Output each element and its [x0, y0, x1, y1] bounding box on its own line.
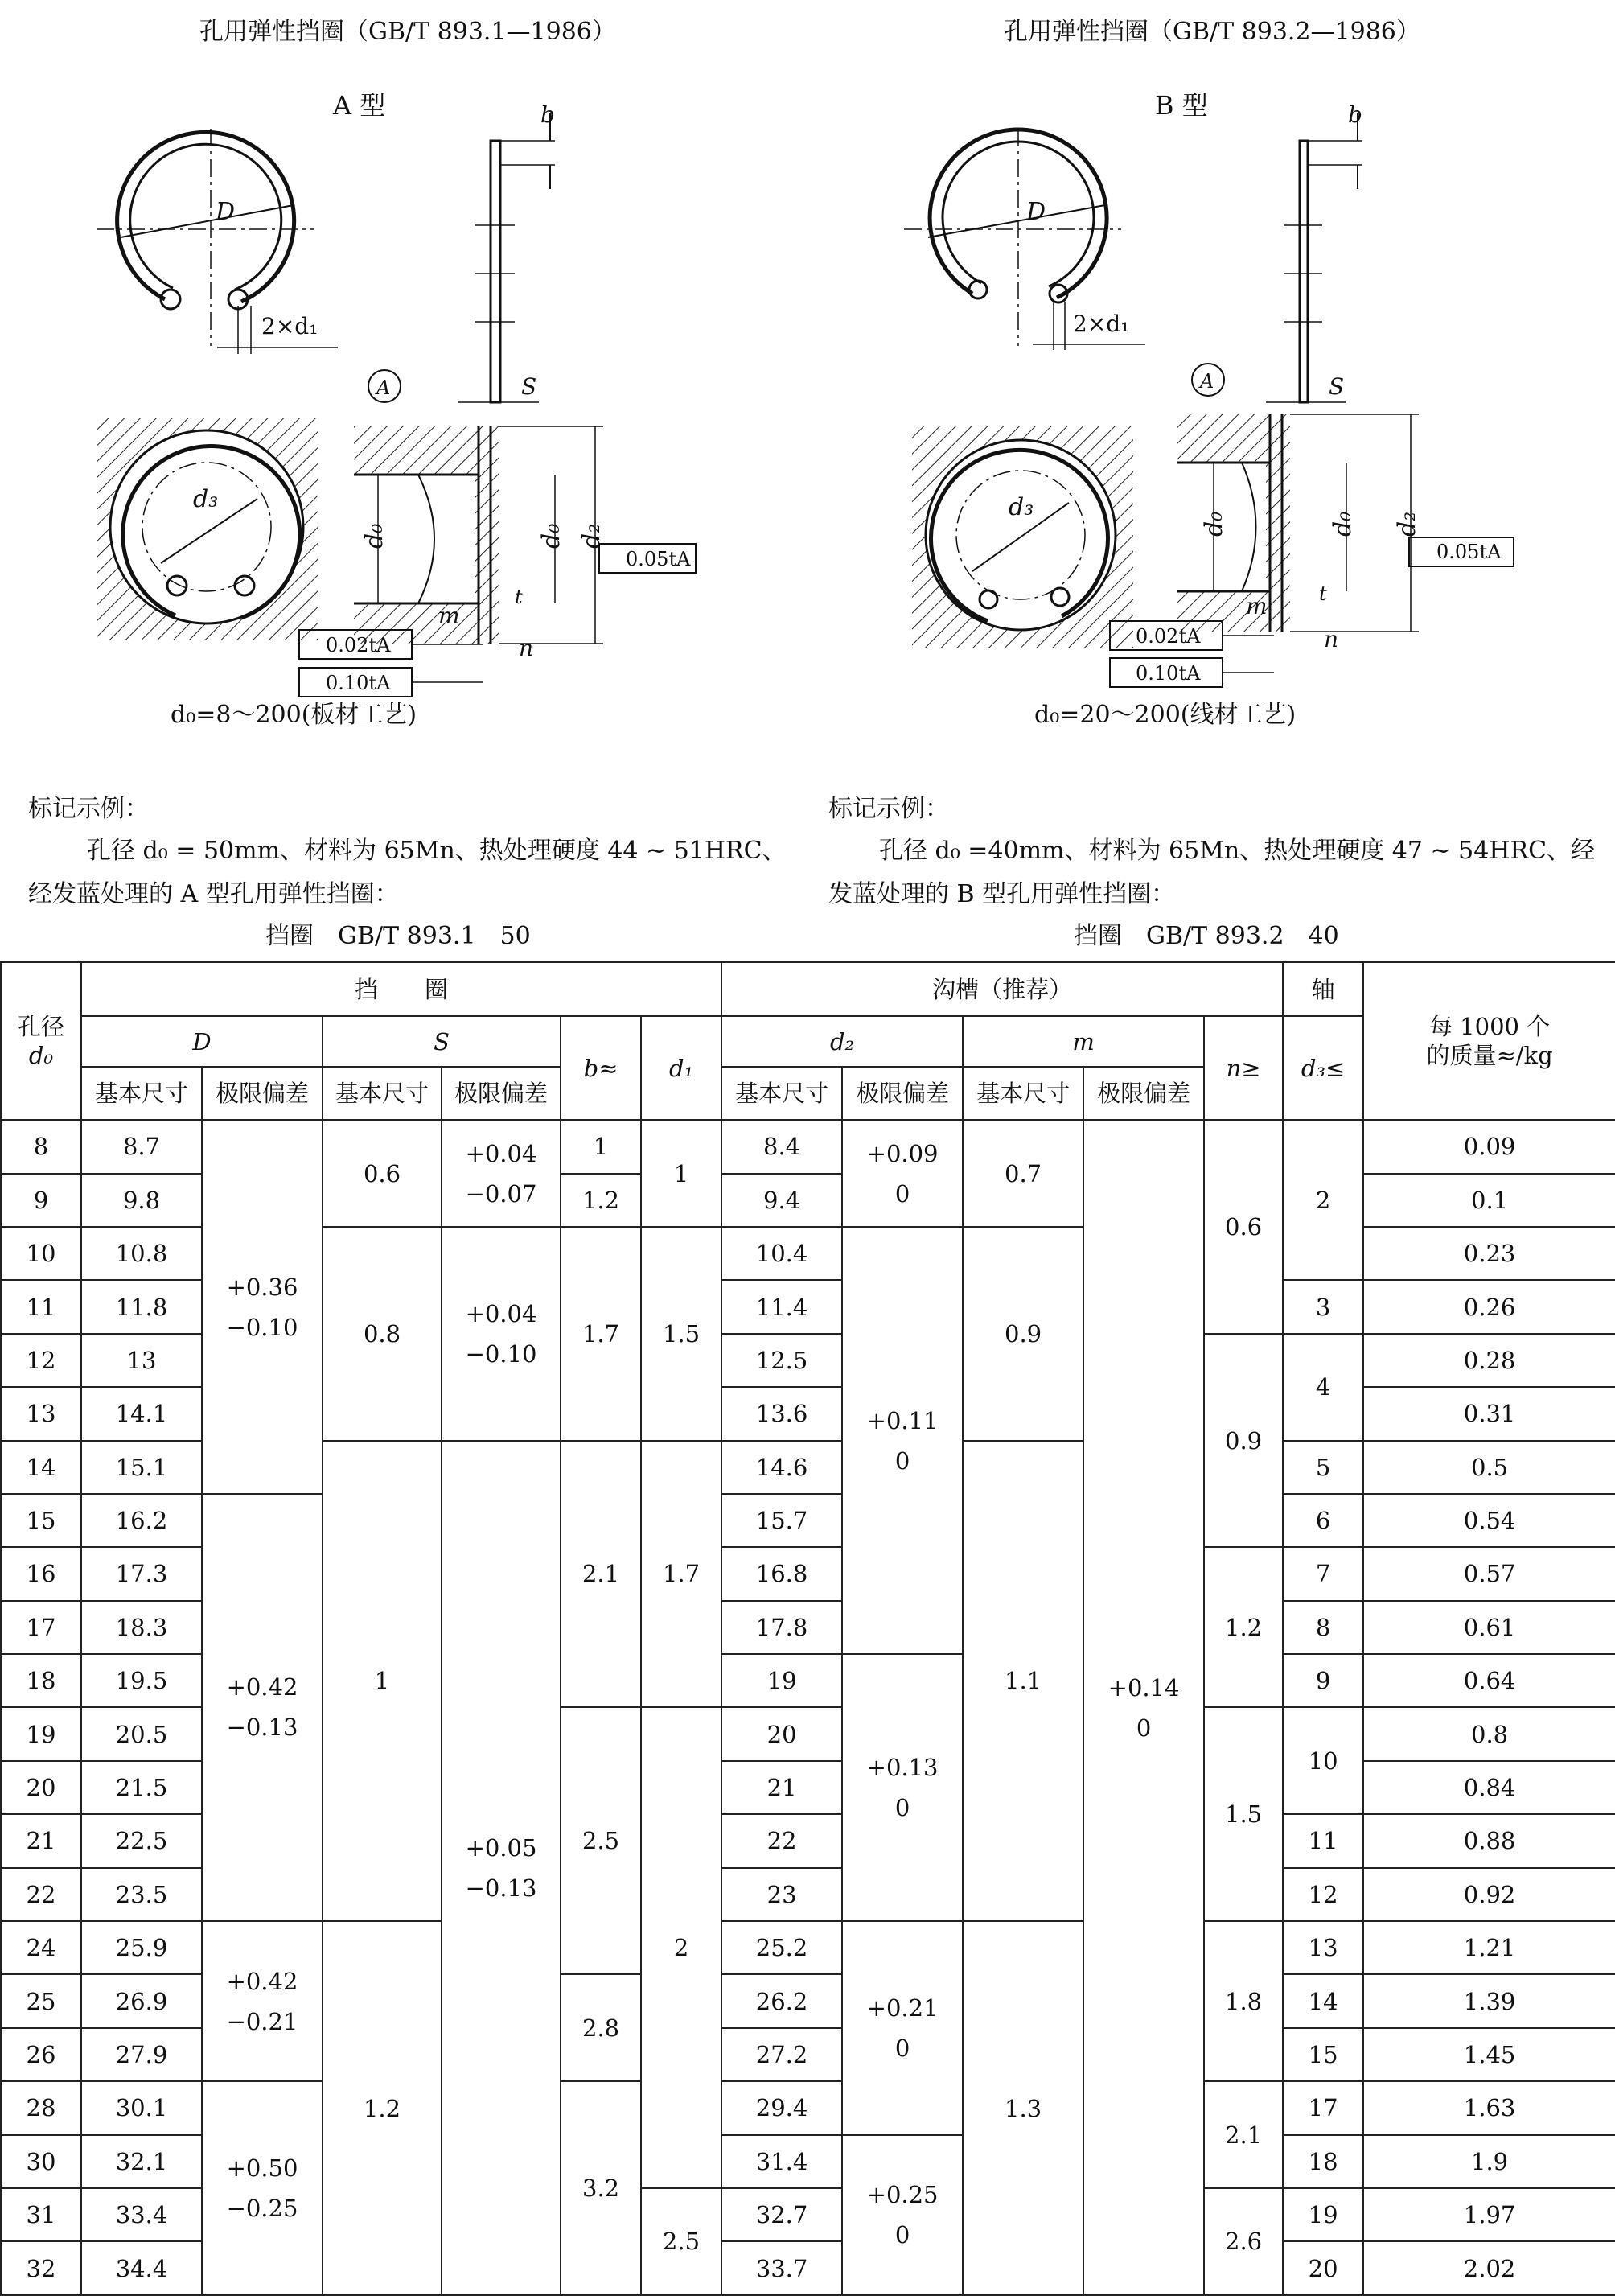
cell-d0: 12	[1, 1334, 81, 1387]
cell-d2: 23	[721, 1868, 842, 1921]
label-2xd1: 2×d₁	[261, 313, 318, 339]
label-m-b: m	[1246, 593, 1268, 619]
table-row	[1, 1120, 1615, 1173]
cell-D: 19.5	[81, 1654, 202, 1707]
tol-upper: +0.09	[866, 1139, 939, 1167]
cell-d2-tol	[842, 2135, 963, 2295]
cell-mass: 0.61	[1363, 1601, 1615, 1654]
tol-upper: +0.25	[866, 2181, 939, 2209]
header-d1: d₁	[641, 1016, 721, 1120]
cell-mass: 0.64	[1363, 1654, 1615, 1707]
cell-mass: 1.45	[1363, 2028, 1615, 2081]
header-D-limit: 极限偏差	[202, 1067, 323, 1120]
cell-d0: 30	[1, 2135, 81, 2188]
cell-d0: 13	[1, 1387, 81, 1440]
cell-d3: 15	[1283, 2028, 1363, 2081]
cell-n: 1.8	[1204, 1921, 1283, 2081]
label-m: m	[438, 603, 460, 629]
cell-d3: 18	[1283, 2135, 1363, 2188]
right-title: 孔用弹性挡圈（GB/T 893.2—1986）	[1004, 18, 1420, 46]
cell-D: 10.8	[81, 1227, 202, 1280]
label-n: n	[519, 635, 534, 661]
cell-m: 1.3	[963, 1921, 1083, 2295]
ring-b-side-view	[1266, 113, 1362, 402]
header-d3: d₃≤	[1283, 1016, 1363, 1120]
label-t: t	[515, 586, 523, 608]
tol-upper: +0.14	[1107, 1673, 1180, 1701]
cell-D: 33.4	[81, 2188, 202, 2241]
label-D: D	[216, 198, 236, 226]
cell-D: 27.9	[81, 2028, 202, 2081]
cell-d2: 32.7	[721, 2188, 842, 2241]
cell-d3: 10	[1283, 1707, 1363, 1814]
label-S-b: S	[1329, 373, 1345, 400]
cell-m: 1.1	[963, 1441, 1083, 1922]
cell-d2: 20	[721, 1707, 842, 1760]
cell-mass: 1.39	[1363, 1974, 1615, 2027]
cell-mass: 1.21	[1363, 1921, 1615, 1974]
cell-d1: 1.7	[641, 1441, 721, 1708]
cell-d2: 10.4	[721, 1227, 842, 1280]
cell-n: 1.5	[1204, 1707, 1283, 1921]
tol-lower: 0	[1136, 1714, 1152, 1742]
cell-d2: 17.8	[721, 1601, 842, 1654]
cell-D: 25.9	[81, 1921, 202, 1974]
cell-D: 11.8	[81, 1280, 202, 1333]
header-d2-limit: 极限偏差	[842, 1067, 963, 1120]
cell-d3: 7	[1283, 1547, 1363, 1600]
label-b-b: b	[1348, 101, 1362, 128]
tol-upper: +0.11	[866, 1406, 939, 1434]
tol-upper: +0.42	[226, 1967, 298, 1995]
label-2xd1-b: 2×d₁	[1073, 311, 1130, 337]
cell-S: 1	[323, 1441, 442, 1922]
marking-a-line1: 孔径 d₀ = 50mm、材料为 65Mn、热处理硬度 44 ~ 51HRC、	[87, 837, 787, 865]
tol-lower: −0.21	[226, 2007, 298, 2035]
cell-d3: 17	[1283, 2081, 1363, 2134]
tol-lower: −0.10	[465, 1339, 537, 1368]
tol-lower: 0	[894, 1794, 910, 1822]
cell-d2: 15.7	[721, 1494, 842, 1547]
marking-b-heading: 标记示例：	[828, 795, 949, 823]
cell-d2: 19	[721, 1654, 842, 1707]
cell-D-tol	[202, 2081, 323, 2295]
cell-d0: 25	[1, 1974, 81, 2027]
cell-d2: 13.6	[721, 1387, 842, 1440]
cell-d0: 11	[1, 1280, 81, 1333]
cell-d0: 19	[1, 1707, 81, 1760]
spec-table	[0, 961, 1615, 2296]
cell-mass: 0.5	[1363, 1441, 1615, 1494]
label-d3-b: d₃	[1009, 493, 1034, 521]
tol-run-b: 0.10tA	[1136, 662, 1201, 685]
marking-b-line2: 发蓝处理的 B 型孔用弹性挡圈：	[828, 880, 1176, 908]
tol-flat-a: 0.05tA	[626, 548, 691, 570]
cell-d0: 22	[1, 1868, 81, 1921]
cell-d2-tol	[842, 1654, 963, 1921]
cell-mass: 0.09	[1363, 1120, 1615, 1173]
cell-d0: 28	[1, 2081, 81, 2134]
cell-mass: 0.8	[1363, 1707, 1615, 1760]
cell-d2: 33.7	[721, 2241, 842, 2295]
cell-d3: 11	[1283, 1814, 1363, 1867]
figure-a-drawing	[0, 48, 808, 748]
header-mass-line2: 的质量≈/kg	[1426, 1042, 1553, 1070]
table-row	[1, 1921, 1615, 1974]
cell-d0: 16	[1, 1547, 81, 1600]
cell-d0: 31	[1, 2188, 81, 2241]
cell-d3: 20	[1283, 2241, 1363, 2295]
cell-d2-tol	[842, 1227, 963, 1654]
tol-perp-b: 0.02tA	[1136, 625, 1201, 648]
cell-D: 17.3	[81, 1547, 202, 1600]
tol-upper: +0.05	[465, 1833, 537, 1862]
ring-a-side-view	[458, 113, 555, 402]
tol-lower: −0.13	[465, 1874, 537, 1902]
cell-d0: 20	[1, 1761, 81, 1814]
tol-upper: +0.04	[465, 1299, 537, 1327]
cell-D: 26.9	[81, 1974, 202, 2027]
cell-D: 22.5	[81, 1814, 202, 1867]
cell-d2: 25.2	[721, 1921, 842, 1974]
header-shaft: 轴	[1283, 962, 1363, 1016]
header-m-limit: 极限偏差	[1083, 1067, 1204, 1120]
cell-S-tol	[442, 1441, 561, 2295]
cell-d3: 5	[1283, 1441, 1363, 1494]
cell-D: 16.2	[81, 1494, 202, 1547]
tol-upper: +0.13	[866, 1754, 939, 1782]
tol-flat-b: 0.05tA	[1436, 541, 1502, 563]
tol-perp-a: 0.02tA	[326, 634, 391, 656]
cell-D: 30.1	[81, 2081, 202, 2134]
header-bore-label: 孔径	[17, 1013, 64, 1041]
label-d0-left: d₀	[360, 523, 388, 549]
cell-d3: 3	[1283, 1280, 1363, 1333]
bore-a-section-view	[97, 418, 318, 640]
header-S-basic: 基本尺寸	[323, 1067, 442, 1120]
header-m: m	[963, 1016, 1204, 1066]
cell-D: 14.1	[81, 1387, 202, 1440]
caption-a: d₀=8～200(板材工艺)	[171, 701, 417, 729]
cell-b: 1	[561, 1120, 641, 1173]
cell-d3: 2	[1283, 1120, 1363, 1280]
cell-d1: 2	[641, 1707, 721, 2188]
caption-b: d₀=20～200(线材工艺)	[1034, 701, 1297, 729]
marking-b-line1: 孔径 d₀ =40mm、材料为 65Mn、热处理硬度 47 ~ 54HRC、经	[879, 837, 1596, 865]
header-D: D	[81, 1016, 323, 1066]
cell-D: 13	[81, 1334, 202, 1387]
cell-n: 0.9	[1204, 1334, 1283, 1548]
header-groove: 沟槽（推荐）	[721, 962, 1283, 1016]
cell-d3: 13	[1283, 1921, 1363, 1974]
cell-d1: 2.5	[641, 2188, 721, 2295]
header-bore-sym: d₀	[28, 1042, 54, 1070]
cell-D: 23.5	[81, 1868, 202, 1921]
tol-upper: +0.50	[226, 2154, 298, 2183]
cell-d3: 12	[1283, 1868, 1363, 1921]
cell-d0: 10	[1, 1227, 81, 1280]
tol-lower: −0.25	[226, 2195, 298, 2223]
header-ring: 挡 圈	[81, 962, 721, 1016]
cell-d0: 26	[1, 2028, 81, 2081]
table-row	[1, 2081, 1615, 2134]
cell-D-tol	[202, 1120, 323, 1494]
cell-mass: 1.97	[1363, 2188, 1615, 2241]
cell-d2: 16.8	[721, 1547, 842, 1600]
tol-lower: 0	[894, 2034, 910, 2062]
header-mass	[1363, 962, 1615, 1120]
cell-D: 15.1	[81, 1441, 202, 1494]
cell-d2: 11.4	[721, 1280, 842, 1333]
cell-n: 1.2	[1204, 1547, 1283, 1707]
header-D-basic: 基本尺寸	[81, 1067, 202, 1120]
header-bore	[1, 962, 81, 1120]
header-d2: d₂	[721, 1016, 963, 1066]
cell-d3: 19	[1283, 2188, 1363, 2241]
cell-n: 2.1	[1204, 2081, 1283, 2188]
cell-mass: 1.9	[1363, 2135, 1615, 2188]
cell-d2: 27.2	[721, 2028, 842, 2081]
tol-upper: +0.21	[866, 1994, 939, 2022]
cell-d2: 31.4	[721, 2135, 842, 2188]
cell-d0: 32	[1, 2241, 81, 2295]
tol-lower: −0.10	[226, 1313, 298, 1341]
cell-S-tol	[442, 1227, 561, 1441]
cell-mass: 0.57	[1363, 1547, 1615, 1600]
cell-D: 20.5	[81, 1707, 202, 1760]
cell-d2: 26.2	[721, 1974, 842, 2027]
tol-upper: +0.36	[226, 1273, 298, 1301]
cell-b: 1.7	[561, 1227, 641, 1441]
tol-upper: +0.42	[226, 1673, 298, 1701]
cell-d3: 8	[1283, 1601, 1363, 1654]
label-D-b: D	[1026, 198, 1046, 226]
label-d0-right: d₀	[537, 523, 565, 549]
cell-D: 9.8	[81, 1174, 202, 1227]
cell-d0: 8	[1, 1120, 81, 1173]
cell-d2: 22	[721, 1814, 842, 1867]
header-n: n≥	[1204, 1016, 1283, 1120]
cell-mass: 0.92	[1363, 1868, 1615, 1921]
cell-mass: 2.02	[1363, 2241, 1615, 2295]
cell-b: 1.2	[561, 1174, 641, 1227]
header-S-limit: 极限偏差	[442, 1067, 561, 1120]
label-n-b: n	[1324, 626, 1339, 652]
cell-d2: 12.5	[721, 1334, 842, 1387]
label-d3: d₃	[193, 485, 219, 513]
cell-m: 0.9	[963, 1227, 1083, 1441]
cell-d0: 18	[1, 1654, 81, 1707]
cell-d2: 8.4	[721, 1120, 842, 1173]
cell-S: 1.2	[323, 1921, 442, 2295]
cell-mass: 0.31	[1363, 1387, 1615, 1440]
cell-d2: 21	[721, 1761, 842, 1814]
cell-b: 2.1	[561, 1441, 641, 1708]
bore-b-section-view	[912, 426, 1133, 648]
cell-d2: 14.6	[721, 1441, 842, 1494]
tol-lower: 0	[894, 1446, 910, 1475]
cell-m: 0.7	[963, 1120, 1083, 1227]
cell-d2-tol	[842, 1120, 963, 1227]
cell-d3: 4	[1283, 1334, 1363, 1441]
cell-mass: 0.54	[1363, 1494, 1615, 1547]
cell-d2-tol	[842, 1921, 963, 2135]
type-b-label: B 型	[1155, 90, 1208, 121]
table-row	[1, 1494, 1615, 1547]
left-title: 孔用弹性挡圈（GB/T 893.1—1986）	[199, 18, 616, 46]
cell-D: 8.7	[81, 1120, 202, 1173]
cell-D-tol	[202, 1921, 323, 2081]
cell-mass: 0.1	[1363, 1174, 1615, 1227]
cell-mass: 0.88	[1363, 1814, 1615, 1867]
header-b: b≈	[561, 1016, 641, 1120]
cell-D: 34.4	[81, 2241, 202, 2295]
marking-b-code: 挡圈 GB/T 893.2 40	[1074, 922, 1339, 950]
marking-a-heading: 标记示例：	[28, 795, 149, 823]
cell-m-tol	[1083, 1120, 1204, 2295]
cell-mass: 0.23	[1363, 1227, 1615, 1280]
tol-lower: −0.13	[226, 1714, 298, 1742]
header-m-basic: 基本尺寸	[963, 1067, 1083, 1120]
cell-D: 18.3	[81, 1601, 202, 1654]
cell-mass: 0.26	[1363, 1280, 1615, 1333]
cell-d2: 29.4	[721, 2081, 842, 2134]
cell-d0: 21	[1, 1814, 81, 1867]
header-mass-line1: 每 1000 个	[1428, 1013, 1551, 1041]
marking-a-code: 挡圈 GB/T 893.1 50	[265, 922, 531, 950]
tol-lower: 0	[894, 2221, 910, 2249]
cell-S-tol	[442, 1120, 561, 1227]
cell-mass: 0.84	[1363, 1761, 1615, 1814]
tol-lower: −0.07	[465, 1179, 537, 1208]
cell-d2: 9.4	[721, 1174, 842, 1227]
label-d2: d₂	[577, 523, 606, 549]
tol-run-a: 0.10tA	[326, 672, 391, 694]
label-S: S	[521, 373, 537, 400]
cell-d1: 1	[641, 1120, 721, 1227]
cell-n: 0.6	[1204, 1120, 1283, 1334]
cell-D: 32.1	[81, 2135, 202, 2188]
cell-d3: 6	[1283, 1494, 1363, 1547]
header-d2-basic: 基本尺寸	[721, 1067, 842, 1120]
marking-a-line2: 经发蓝处理的 A 型孔用弹性挡圈：	[28, 880, 399, 908]
label-b: b	[540, 101, 555, 128]
cell-d0: 17	[1, 1601, 81, 1654]
label-d0-left-b: d₀	[1200, 511, 1228, 537]
figure-b-drawing	[808, 48, 1615, 748]
cell-d3: 9	[1283, 1654, 1363, 1707]
tol-lower: 0	[894, 1179, 910, 1208]
cell-d0: 9	[1, 1174, 81, 1227]
cell-d0: 24	[1, 1921, 81, 1974]
cell-d0: 15	[1, 1494, 81, 1547]
type-a-label: A 型	[333, 90, 386, 121]
cell-D: 21.5	[81, 1761, 202, 1814]
header-S: S	[323, 1016, 561, 1066]
cell-mass: 1.63	[1363, 2081, 1615, 2134]
cell-d1: 1.5	[641, 1227, 721, 1441]
label-d2-b: d₂	[1393, 511, 1421, 537]
cell-D-tol	[202, 1494, 323, 1921]
label-datum-A-b: A	[1200, 370, 1214, 393]
tol-upper: +0.04	[465, 1139, 537, 1167]
label-d0-right-b: d₀	[1329, 511, 1357, 537]
cell-n: 2.6	[1204, 2188, 1283, 2295]
cell-d3: 14	[1283, 1974, 1363, 2027]
cell-b: 2.8	[561, 1974, 641, 2081]
cell-S: 0.6	[323, 1120, 442, 1227]
cell-mass: 0.28	[1363, 1334, 1615, 1387]
label-datum-A: A	[376, 376, 391, 399]
cell-b: 2.5	[561, 1707, 641, 1974]
cell-S: 0.8	[323, 1227, 442, 1441]
label-t-b: t	[1319, 582, 1327, 605]
cell-b: 3.2	[561, 2081, 641, 2295]
cell-d0: 14	[1, 1441, 81, 1494]
